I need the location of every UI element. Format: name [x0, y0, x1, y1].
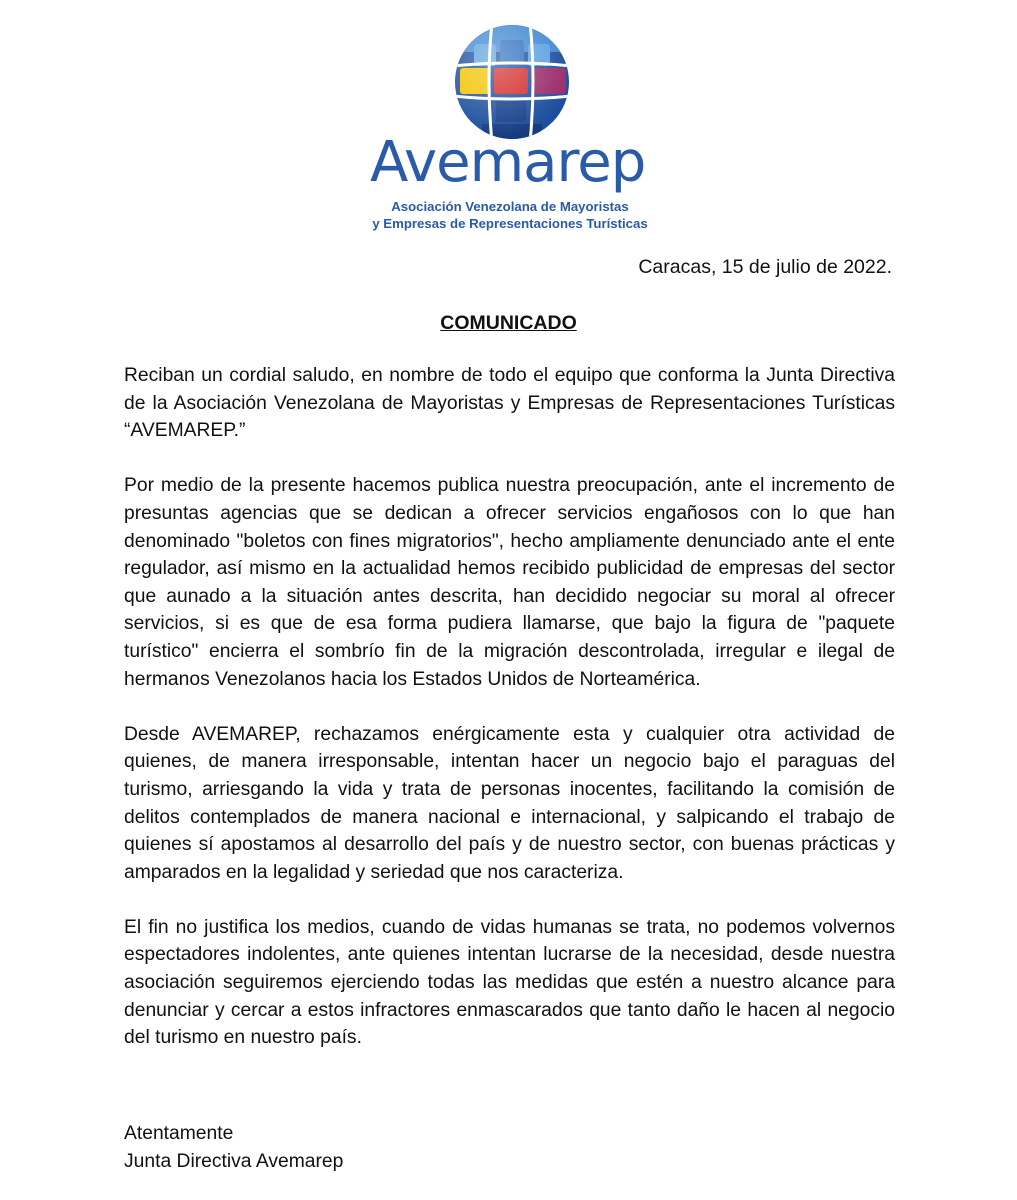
document-heading: COMUNICADO — [440, 312, 577, 334]
logo-subtitle-line-1: Asociación Venezolana de Mayoristas — [391, 199, 629, 214]
logo-wordmark: Avemarep — [370, 130, 646, 195]
document-date: Caracas, 15 de julio de 2022. — [638, 256, 892, 278]
closing-signatory: Junta Directiva Avemarep — [124, 1150, 344, 1172]
closing-block — [124, 1120, 343, 1175]
logo-subtitle-line-2: y Empresas de Representaciones Turísticas — [372, 216, 648, 231]
globe-icon — [452, 22, 572, 142]
logo-subtitle — [360, 198, 660, 232]
avemarep-logo — [360, 14, 660, 231]
paragraph-rejection: Desde AVEMAREP, rechazamos enérgicamente esta y cualquier otra actividad de quienes, de manera irresponsable, intentan hacer un negocio bajo el paraguas del turismo, arriesgando la vida y trata de personas inocentes, facilitando la comisión de delitos contemplados de manera nacional e internacional, y salpicando el trabajo de quienes sí apostamos al desarrollo del país y de nuestro sector, con buenas prácticas y amparados en la legalidad y seriedad que nos caracteriza. — [124, 723, 895, 883]
paragraph-conclusion: El fin no justifica los medios, cuando de vidas humanas se trata, no podemos volvernos espectadores indolentes, ante quienes intentan lucrarse de la necesidad, desde nuestra asociación seguiremos ejerciendo todas las medidas que estén a nuestro alcance para denunciar y cercar a estos infractores enmascarados que tanto daño le hacen al negocio del turismo en nuestro país. — [124, 916, 895, 1049]
closing-salutation: Atentamente — [124, 1123, 234, 1144]
document-body — [124, 362, 895, 1079]
paragraph-concern: Por medio de la presente hacemos publica nuestra preocupación, ante el incremento de presuntas agencias que se dedican a ofrecer servicios engañosos con lo que han denominado "boletos con fines migratorios", hecho ampliamente denunciado ante el ente regulador, así mismo en la actualidad hemos recibido publicidad de empresas del sector que aunado a la situación antes descrita, han decidido negociar su moral al ofrecer servicios, si es que de esa forma pudiera llamarse, que bajo la figura de "paquete turístico" encierra el sombrío fin de la migración descontrolada, irregular e ilegal de hermanos Venezolanos hacia los Estados Unidos de Norteamérica. — [124, 475, 895, 690]
paragraph-greeting: Reciban un cordial saludo, en nombre de todo el equipo que conforma la Junta Directiva de la Asociación Venezolana de Mayoristas y Empresas de Representaciones Turísticas “AVEMAREP.” — [124, 365, 895, 442]
